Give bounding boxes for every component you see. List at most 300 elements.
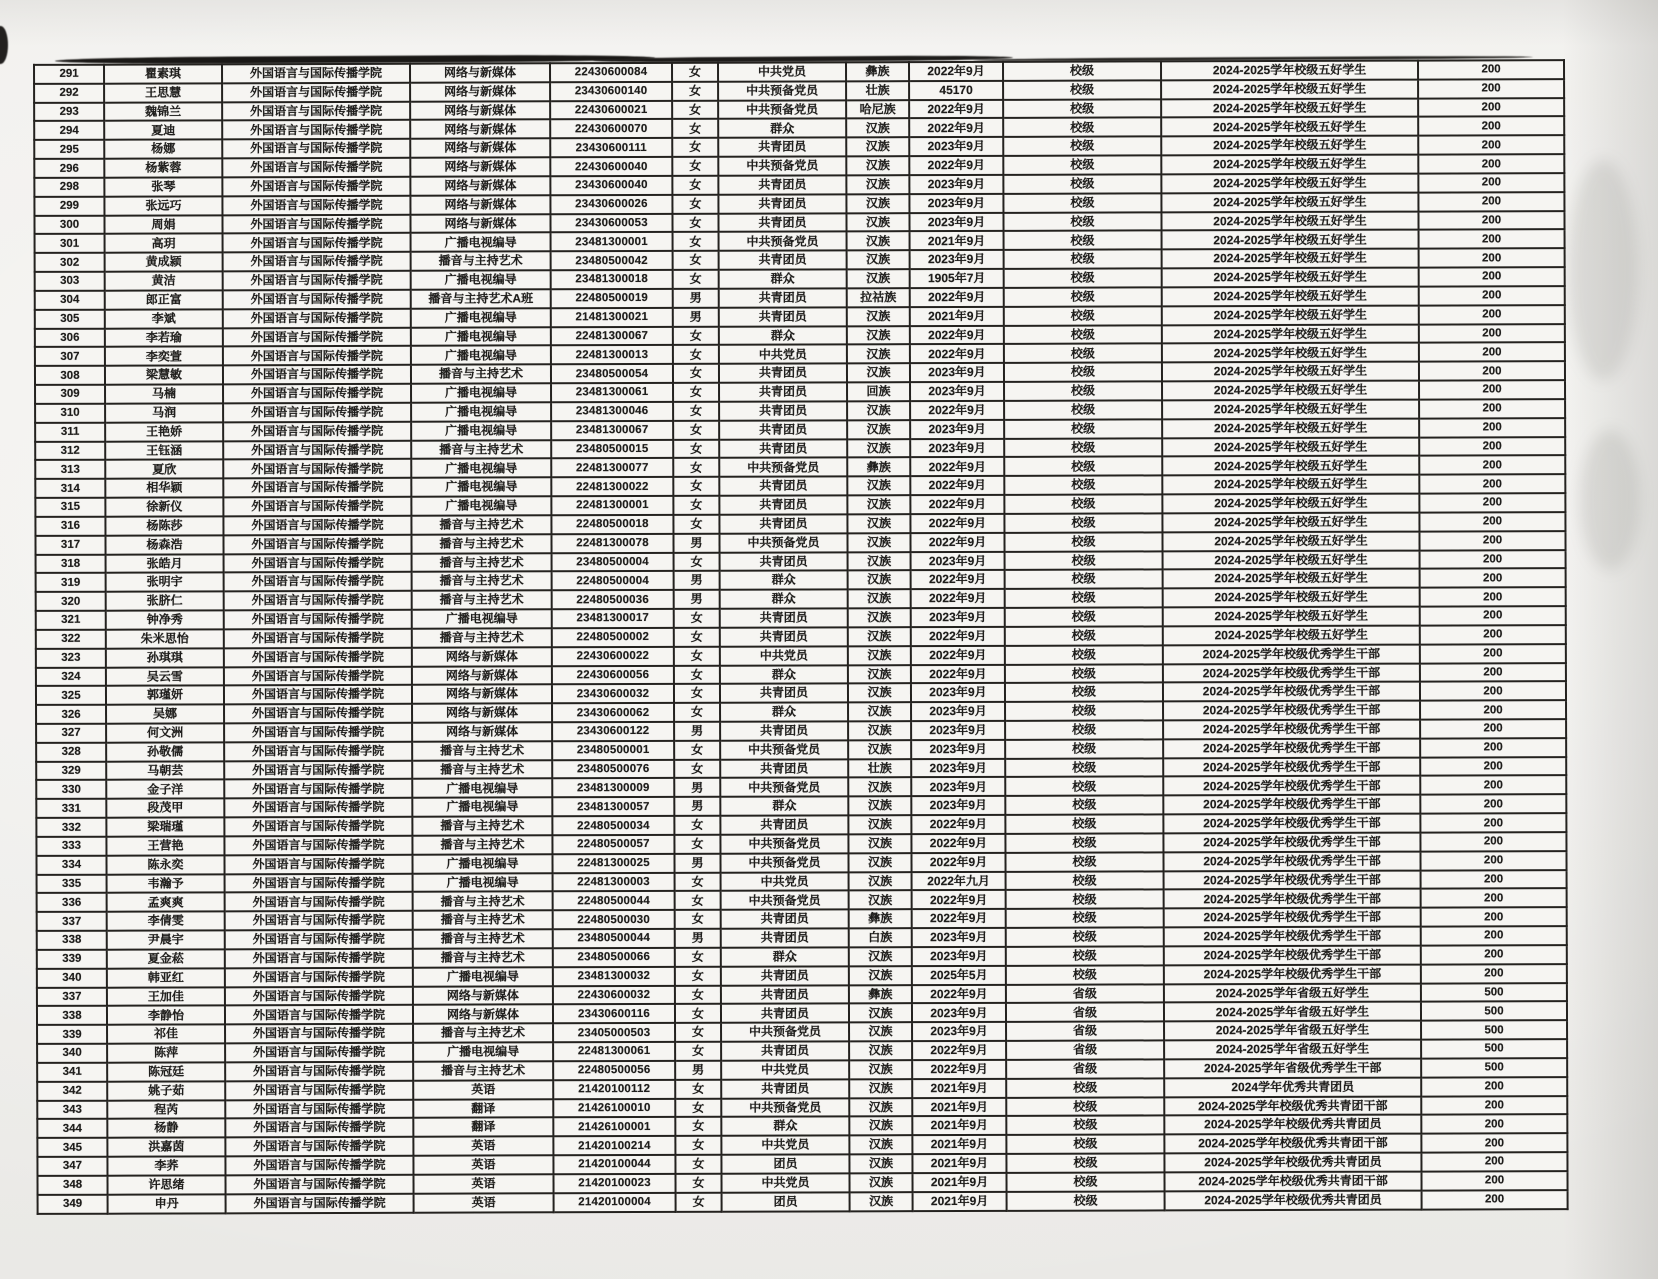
row-no: 311 <box>35 422 105 441</box>
award-amount: 200 <box>1420 550 1566 569</box>
major: 广播电视编导 <box>411 270 551 289</box>
student-id: 23481300032 <box>553 967 675 986</box>
student-name: 吴娜 <box>106 704 224 723</box>
join-date: 2022年9月 <box>911 853 1005 872</box>
row-no: 302 <box>35 253 105 272</box>
ethnicity: 哈尼族 <box>846 100 909 119</box>
gender: 男 <box>674 854 720 873</box>
award-title: 2024-2025学年校级五好学生 <box>1162 343 1419 363</box>
award-title: 2024-2025学年校级五好学生 <box>1162 362 1419 382</box>
award-amount: 200 <box>1418 211 1564 230</box>
row-no: 307 <box>35 347 105 366</box>
political-status: 团员 <box>721 1154 849 1173</box>
award-title: 2024-2025学年校级五好学生 <box>1162 287 1419 307</box>
row-no: 314 <box>35 479 105 498</box>
student-id: 23481300061 <box>551 383 673 402</box>
award-amount: 200 <box>1419 267 1565 286</box>
row-no: 320 <box>36 592 106 611</box>
student-name: 李若瑜 <box>105 328 223 347</box>
major: 网络与新媒体 <box>412 703 552 722</box>
award-title: 2024-2025学年校级五好学生 <box>1162 494 1419 514</box>
award-level: 校级 <box>1004 268 1162 287</box>
student-id: 22430600070 <box>550 119 672 138</box>
award-level: 校级 <box>1003 137 1161 156</box>
student-name: 张远巧 <box>104 196 222 215</box>
major: 播音与主持艺术 <box>413 1061 553 1080</box>
major: 网络与新媒体 <box>413 1005 553 1024</box>
gender: 男 <box>674 722 720 741</box>
college: 外国语言与国际传播学院 <box>225 1005 413 1024</box>
award-title: 2024-2025学年校级五好学生 <box>1161 174 1418 194</box>
student-name: 瞿素琪 <box>104 64 222 83</box>
join-date: 2023年9月 <box>911 721 1005 740</box>
award-amount: 200 <box>1421 1096 1567 1115</box>
student-name: 王思慧 <box>104 83 222 102</box>
award-level: 校级 <box>1005 815 1163 834</box>
join-date: 2022年9月 <box>911 570 1005 589</box>
ethnicity: 彝族 <box>849 909 912 928</box>
join-date: 2022年9月 <box>909 156 1003 175</box>
join-date: 2022年9月 <box>911 589 1005 608</box>
award-title: 2024-2025学年校级优秀共青团员 <box>1164 1153 1421 1173</box>
student-id: 23405000503 <box>553 1023 675 1042</box>
gender: 女 <box>675 872 721 891</box>
award-title: 2024-2025学年省级五好学生 <box>1164 1002 1421 1022</box>
award-amount: 200 <box>1419 286 1565 305</box>
student-id: 23430600053 <box>550 214 672 233</box>
ethnicity: 汉族 <box>850 1192 913 1212</box>
award-level: 校级 <box>1004 250 1162 269</box>
award-amount: 200 <box>1419 456 1565 475</box>
college: 外国语言与国际传播学院 <box>222 158 410 177</box>
political-status: 共青团员 <box>719 439 847 458</box>
join-date: 2022年9月 <box>911 815 1005 834</box>
student-name: 陈永奕 <box>106 855 224 874</box>
student-name: 黄洁 <box>105 271 223 290</box>
political-status: 共青团员 <box>720 759 848 778</box>
scan-artifact-corner <box>0 26 8 64</box>
award-level: 校级 <box>1006 927 1164 946</box>
student-name: 钟净秀 <box>106 610 224 629</box>
political-status: 共青团员 <box>719 495 847 514</box>
ethnicity: 白族 <box>849 928 912 947</box>
award-level: 校级 <box>1005 720 1163 739</box>
major: 播音与主持艺术 <box>413 948 553 967</box>
student-name: 张琴 <box>104 177 222 196</box>
student-name: 李奕萱 <box>105 347 223 366</box>
row-no: 313 <box>35 460 105 479</box>
row-no: 344 <box>37 1119 107 1138</box>
award-title: 2024-2025学年校级优秀学生干部 <box>1163 720 1420 740</box>
join-date: 2025年5月 <box>912 966 1006 985</box>
major: 广播电视编导 <box>412 798 552 817</box>
award-level: 校级 <box>1004 306 1162 325</box>
award-title: 2024-2025学年校级五好学生 <box>1162 531 1419 551</box>
row-no: 338 <box>37 1006 107 1025</box>
join-date: 2022年9月 <box>912 984 1006 1003</box>
award-level: 校级 <box>1005 777 1163 796</box>
award-amount: 200 <box>1419 380 1565 399</box>
award-level: 校级 <box>1003 118 1161 137</box>
row-no: 312 <box>35 441 105 460</box>
ethnicity: 汉族 <box>849 1041 912 1060</box>
college: 外国语言与国际传播学院 <box>224 629 412 648</box>
major: 播音与主持艺术 <box>412 760 552 779</box>
award-amount: 200 <box>1418 135 1564 154</box>
ethnicity: 汉族 <box>849 1098 912 1117</box>
award-amount: 200 <box>1421 889 1567 908</box>
row-no: 342 <box>37 1081 107 1100</box>
row-no: 347 <box>37 1157 107 1176</box>
award-title: 2024-2025学年校级五好学生 <box>1162 324 1419 344</box>
political-status: 中共预备党员 <box>720 834 848 853</box>
student-name: 夏金菘 <box>107 949 225 968</box>
join-date: 2023年9月 <box>910 420 1004 439</box>
college: 外国语言与国际传播学院 <box>225 1043 413 1062</box>
award-level: 校级 <box>1005 589 1163 608</box>
row-no: 294 <box>34 121 104 140</box>
award-amount: 200 <box>1420 700 1566 719</box>
join-date: 2023年9月 <box>911 740 1005 759</box>
political-status: 共青团员 <box>721 1004 849 1023</box>
student-name: 吴云雪 <box>106 667 224 686</box>
join-date: 2022年9月 <box>910 288 1004 307</box>
student-name: 李倩雯 <box>107 912 225 931</box>
award-level: 校级 <box>1004 325 1162 344</box>
student-name: 梁慧敏 <box>105 366 223 385</box>
student-name: 王钰涵 <box>105 441 223 460</box>
ethnicity: 汉族 <box>847 439 910 458</box>
row-no: 299 <box>34 196 104 215</box>
gender: 女 <box>673 326 719 345</box>
political-status: 中共预备党员 <box>720 853 848 872</box>
award-level: 校级 <box>1005 626 1163 645</box>
gender: 女 <box>673 364 719 383</box>
award-amount: 200 <box>1421 1133 1567 1152</box>
student-name: 夏迪 <box>104 121 222 140</box>
row-no: 316 <box>35 517 105 536</box>
college: 外国语言与国际传播学院 <box>225 1137 413 1156</box>
ethnicity: 汉族 <box>847 495 910 514</box>
major: 广播电视编导 <box>411 308 551 327</box>
political-status: 群众 <box>718 119 846 138</box>
row-no: 329 <box>36 761 106 780</box>
scan-smudge <box>1580 430 1640 570</box>
student-id: 21420100112 <box>553 1080 675 1099</box>
ethnicity: 汉族 <box>849 1173 912 1192</box>
college: 外国语言与国际传播学院 <box>225 1024 413 1043</box>
student-name: 相华颖 <box>105 479 223 498</box>
join-date: 2023年9月 <box>909 194 1003 213</box>
college: 外国语言与国际传播学院 <box>222 83 410 102</box>
student-id: 22430600040 <box>550 157 672 176</box>
student-id: 23430600032 <box>552 684 674 703</box>
row-no: 325 <box>36 686 106 705</box>
ethnicity: 彝族 <box>847 458 910 477</box>
student-name: 祁佳 <box>107 1025 225 1044</box>
major: 网络与新媒体 <box>410 63 550 82</box>
award-amount: 200 <box>1419 324 1565 343</box>
join-date: 2021年9月 <box>910 307 1004 326</box>
political-status: 中共党员 <box>721 872 849 891</box>
student-id: 22480500019 <box>551 289 673 308</box>
ethnicity: 汉族 <box>847 232 910 251</box>
major: 播音与主持艺术 <box>413 929 553 948</box>
row-no: 348 <box>37 1176 107 1195</box>
college: 外国语言与国际传播学院 <box>224 836 412 855</box>
major: 翻译 <box>413 1118 553 1137</box>
student-name: 马润 <box>105 403 223 422</box>
award-amount: 200 <box>1419 474 1565 493</box>
award-title: 2024-2025学年校级优秀学生干部 <box>1163 682 1420 702</box>
row-no: 337 <box>37 912 107 931</box>
ethnicity: 汉族 <box>846 194 909 213</box>
award-amount: 200 <box>1419 437 1565 456</box>
ethnicity: 汉族 <box>848 665 911 684</box>
row-no: 349 <box>38 1194 108 1214</box>
join-date: 2023年9月 <box>911 759 1005 778</box>
award-amount: 200 <box>1419 248 1565 267</box>
gender: 女 <box>672 138 718 157</box>
political-status: 共青团员 <box>720 608 848 627</box>
award-title: 2024-2025学年校级五好学生 <box>1162 418 1419 438</box>
award-amount: 200 <box>1419 230 1565 249</box>
row-no: 301 <box>35 234 105 253</box>
political-status: 群众 <box>721 1117 849 1136</box>
gender: 女 <box>675 1098 721 1117</box>
political-status: 共青团员 <box>718 175 846 194</box>
award-level: 校级 <box>1003 174 1161 193</box>
join-date: 2022年9月 <box>912 909 1006 928</box>
major: 播音与主持艺术 <box>412 835 552 854</box>
student-name: 孟爽爽 <box>107 893 225 912</box>
student-id: 22480500056 <box>553 1061 675 1080</box>
major: 广播电视编导 <box>411 478 551 497</box>
gender: 女 <box>673 477 719 496</box>
political-status: 共青团员 <box>720 627 848 646</box>
row-no: 291 <box>34 65 104 84</box>
award-title: 2024-2025学年校级优秀学生干部 <box>1164 945 1421 965</box>
join-date: 2021年9月 <box>912 1116 1006 1135</box>
political-status: 共青团员 <box>721 1041 849 1060</box>
student-id: 22430600022 <box>552 647 674 666</box>
gender: 男 <box>673 289 719 308</box>
ethnicity: 汉族 <box>847 420 910 439</box>
ethnicity: 汉族 <box>848 571 911 590</box>
student-name: 郎正富 <box>105 290 223 309</box>
student-id: 22481300001 <box>551 496 673 515</box>
ethnicity: 汉族 <box>846 156 909 175</box>
student-id: 22430600084 <box>550 63 672 82</box>
student-id: 23480500066 <box>553 948 675 967</box>
student-name: 张脐仁 <box>106 592 224 611</box>
award-amount: 200 <box>1421 1152 1567 1171</box>
gender: 女 <box>675 967 721 986</box>
join-date: 2021年9月 <box>910 231 1004 250</box>
student-id: 23481300009 <box>552 778 674 797</box>
student-name: 韩亚红 <box>107 968 225 987</box>
student-name: 李荞 <box>107 1156 225 1175</box>
award-level: 校级 <box>1005 664 1163 683</box>
student-name: 杨陈莎 <box>105 516 223 535</box>
award-level: 校级 <box>1004 457 1162 476</box>
major: 广播电视编导 <box>411 327 551 346</box>
major: 播音与主持艺术 <box>412 590 552 609</box>
award-level: 校级 <box>1003 212 1161 231</box>
major: 播音与主持艺术 <box>412 816 552 835</box>
student-name: 申丹 <box>108 1194 226 1214</box>
ethnicity: 回族 <box>847 382 910 401</box>
student-name: 王艳娇 <box>105 422 223 441</box>
award-amount: 200 <box>1419 361 1565 380</box>
join-date: 2022年9月 <box>909 62 1003 81</box>
row-no: 345 <box>37 1138 107 1157</box>
student-name: 高玥 <box>105 234 223 253</box>
political-status: 共青团员 <box>719 382 847 401</box>
join-date: 2023年9月 <box>911 796 1005 815</box>
major: 网络与新媒体 <box>412 685 552 704</box>
award-amount: 200 <box>1420 681 1566 700</box>
gender: 女 <box>674 628 720 647</box>
gender: 女 <box>674 684 720 703</box>
gender: 女 <box>674 835 720 854</box>
award-amount: 200 <box>1418 154 1564 173</box>
join-date: 2022年9月 <box>911 834 1005 853</box>
award-title: 2024-2025学年校级优秀学生干部 <box>1163 738 1420 758</box>
student-id: 23481300018 <box>551 270 673 289</box>
political-status: 群众 <box>720 797 848 816</box>
row-no: 336 <box>37 893 107 912</box>
row-no: 310 <box>35 404 105 423</box>
join-date: 2023年9月 <box>911 702 1005 721</box>
political-status: 共青团员 <box>718 194 846 213</box>
award-level: 校级 <box>1003 193 1161 212</box>
gender: 女 <box>674 703 720 722</box>
join-date: 2023年9月 <box>912 928 1006 947</box>
row-no: 292 <box>34 84 104 103</box>
student-name: 尹晨宇 <box>107 930 225 949</box>
major: 英语 <box>413 1136 553 1155</box>
award-level: 校级 <box>1004 381 1162 400</box>
award-level: 校级 <box>1005 833 1163 852</box>
college: 外国语言与国际传播学院 <box>223 459 411 478</box>
student-id: 23430600026 <box>550 195 672 214</box>
student-name: 杨紫蓉 <box>104 158 222 177</box>
student-id: 23480500004 <box>552 552 674 571</box>
student-id: 22481300025 <box>552 854 674 873</box>
political-status: 中共预备党员 <box>719 232 847 251</box>
student-name: 李斌 <box>105 309 223 328</box>
award-level: 校级 <box>1005 852 1163 871</box>
join-date: 2023年9月 <box>909 212 1003 231</box>
gender: 女 <box>674 816 720 835</box>
major: 播音与主持艺术 <box>413 911 553 930</box>
award-level: 校级 <box>1005 607 1163 626</box>
major: 广播电视编导 <box>413 873 553 892</box>
college: 外国语言与国际传播学院 <box>225 1118 413 1137</box>
college: 外国语言与国际传播学院 <box>222 120 410 139</box>
student-id: 22480500034 <box>552 816 674 835</box>
join-date: 2023年9月 <box>912 1022 1006 1041</box>
award-level: 校级 <box>1005 683 1163 702</box>
college: 外国语言与国际传播学院 <box>224 742 412 761</box>
award-level: 校级 <box>1004 476 1162 495</box>
major: 网络与新媒体 <box>410 214 550 233</box>
award-title: 2024-2025学年校级五好学生 <box>1163 625 1420 645</box>
row-no: 323 <box>36 648 106 667</box>
award-title: 2024-2025学年校级优秀学生干部 <box>1163 701 1420 721</box>
major: 播音与主持艺术 <box>412 628 552 647</box>
gender: 男 <box>675 1061 721 1080</box>
award-amount: 200 <box>1421 1171 1567 1190</box>
major: 播音与主持艺术 <box>411 534 551 553</box>
award-title: 2024-2025学年校级优秀学生干部 <box>1163 833 1420 853</box>
award-level: 校级 <box>1006 871 1164 890</box>
award-amount: 500 <box>1421 983 1567 1002</box>
award-title: 2024-2025学年省级五好学生 <box>1164 1040 1421 1060</box>
ethnicity: 汉族 <box>847 307 910 326</box>
row-no: 309 <box>35 385 105 404</box>
major: 播音与主持艺术A班 <box>411 289 551 308</box>
college: 外国语言与国际传播学院 <box>224 553 412 572</box>
award-level: 省级 <box>1006 984 1164 1003</box>
political-status: 共青团员 <box>719 477 847 496</box>
award-title: 2024-2025学年校级五好学生 <box>1161 98 1418 118</box>
award-level: 校级 <box>1005 758 1163 777</box>
political-status: 中共预备党员 <box>718 81 846 100</box>
college: 外国语言与国际传播学院 <box>225 1175 413 1194</box>
award-title: 2024-2025学年校级五好学生 <box>1162 456 1419 476</box>
student-id: 22481300022 <box>551 477 673 496</box>
ethnicity: 壮族 <box>848 759 911 778</box>
award-level: 校级 <box>1004 231 1162 250</box>
gender: 女 <box>673 402 719 421</box>
student-id: 22480500002 <box>552 628 674 647</box>
award-amount: 200 <box>1420 625 1566 644</box>
join-date: 2022年9月 <box>910 401 1004 420</box>
ethnicity: 汉族 <box>847 363 910 382</box>
row-no: 295 <box>34 140 104 159</box>
award-amount: 200 <box>1418 60 1564 79</box>
ethnicity: 汉族 <box>848 815 911 834</box>
award-level: 校级 <box>1004 400 1162 419</box>
join-date: 2023年9月 <box>911 777 1005 796</box>
award-amount: 200 <box>1419 512 1565 531</box>
gender: 女 <box>675 891 721 910</box>
gender: 女 <box>675 1023 721 1042</box>
award-title: 2024-2025学年校级五好学生 <box>1161 61 1418 81</box>
row-no: 326 <box>36 705 106 724</box>
college: 外国语言与国际传播学院 <box>223 233 411 252</box>
award-title: 2024-2025学年校级五好学生 <box>1162 512 1419 532</box>
join-date: 2022年9月 <box>910 514 1004 533</box>
gender: 女 <box>672 100 718 119</box>
award-level: 校级 <box>1004 419 1162 438</box>
award-amount: 200 <box>1421 1077 1567 1096</box>
ethnicity: 壮族 <box>846 81 909 100</box>
gender: 女 <box>672 195 718 214</box>
award-amount: 200 <box>1419 399 1565 418</box>
ethnicity: 汉族 <box>847 250 910 269</box>
political-status: 共青团员 <box>721 966 849 985</box>
join-date: 2022年9月 <box>910 325 1004 344</box>
award-title: 2024-2025学年校级优秀共青团干部 <box>1164 1134 1421 1154</box>
row-no: 300 <box>34 215 104 234</box>
political-status: 共青团员 <box>721 928 849 947</box>
student-id: 22481300061 <box>553 1042 675 1061</box>
join-date: 2022年九月 <box>912 871 1006 890</box>
college: 外国语言与国际传播学院 <box>222 214 410 233</box>
